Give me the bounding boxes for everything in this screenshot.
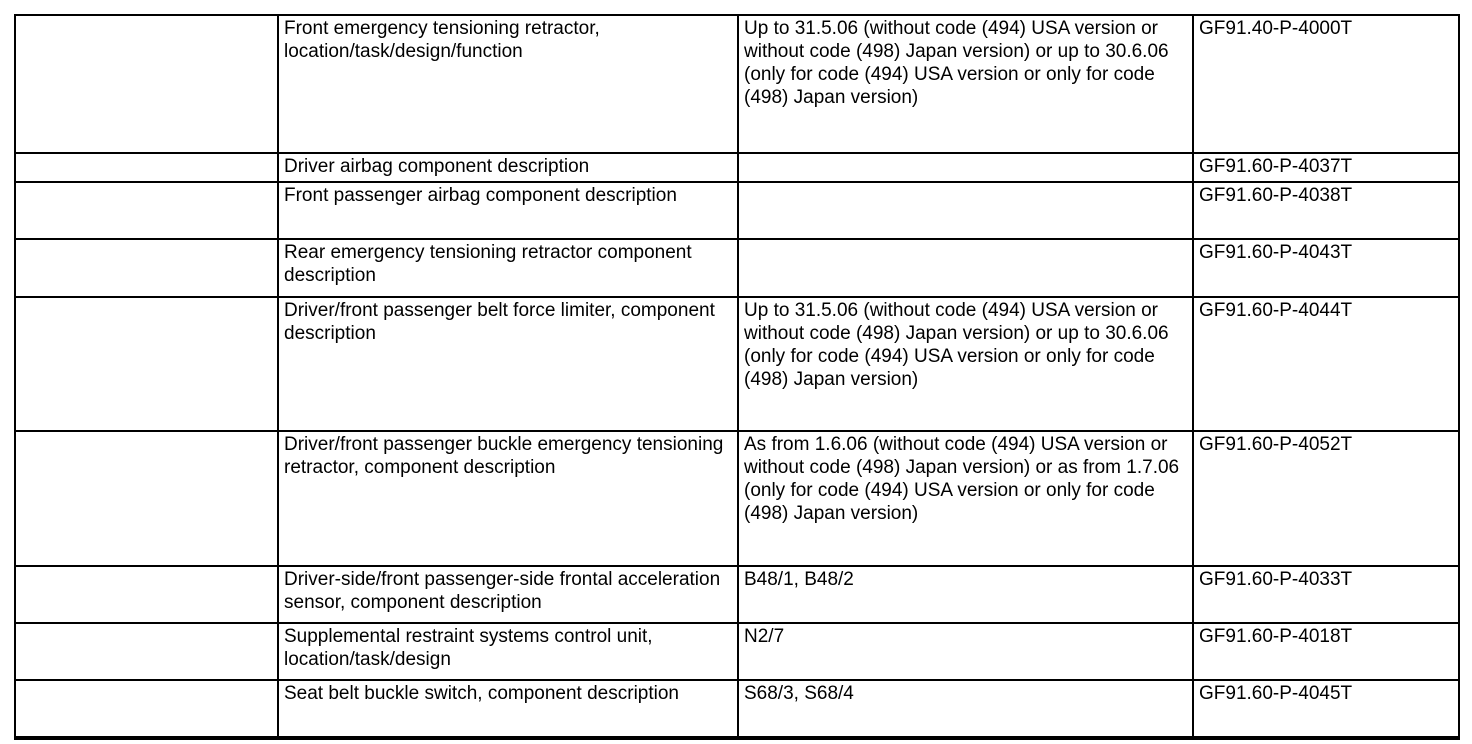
table-row (15, 239, 1459, 297)
condition-cell: As from 1.6.06 (without code (494) USA version or without code (498) Japan version) or as from 1.7.06 (only for code (494) USA version or only for code (498) Japan version) (738, 431, 1193, 566)
document-code-cell: GF91.60-P-4052T (1193, 431, 1459, 566)
ref-cell (15, 15, 278, 153)
ref-cell (15, 153, 278, 182)
document-code-cell: GF91.60-P-4037T (1193, 153, 1459, 182)
ref-cell (15, 182, 278, 239)
document-code-cell: GF91.60-P-4018T (1193, 623, 1459, 680)
table-row (15, 680, 1459, 738)
condition-cell: B48/1, B48/2 (738, 566, 1193, 623)
table-row (15, 566, 1459, 623)
ref-cell (15, 431, 278, 566)
condition-cell (738, 239, 1193, 297)
table-row (15, 15, 1459, 153)
ref-cell (15, 239, 278, 297)
ref-cell (15, 566, 278, 623)
document-code-cell: GF91.40-P-4000T (1193, 15, 1459, 153)
table-row (15, 431, 1459, 566)
description-cell: Driver airbag component description (278, 153, 738, 182)
ref-cell (15, 680, 278, 738)
document-code-cell: GF91.60-P-4043T (1193, 239, 1459, 297)
condition-cell (738, 182, 1193, 239)
ref-cell (15, 297, 278, 431)
condition-cell: N2/7 (738, 623, 1193, 680)
table-row (15, 297, 1459, 431)
document-code-cell: GF91.60-P-4044T (1193, 297, 1459, 431)
ref-cell (15, 623, 278, 680)
description-cell: Rear emergency tensioning retractor component description (278, 239, 738, 297)
description-cell: Seat belt buckle switch, component description (278, 680, 738, 738)
condition-cell: Up to 31.5.06 (without code (494) USA version or without code (498) Japan version) or up to 30.6.06 (only for code (494) USA version or only for code (498) Japan version) (738, 297, 1193, 431)
description-cell: Front passenger airbag component description (278, 182, 738, 239)
description-cell: Driver-side/front passenger-side frontal acceleration sensor, component description (278, 566, 738, 623)
document-code-cell: GF91.60-P-4045T (1193, 680, 1459, 738)
document-code-cell: GF91.60-P-4033T (1193, 566, 1459, 623)
description-cell: Front emergency tensioning retractor, location/task/design/function (278, 15, 738, 153)
condition-cell: S68/3, S68/4 (738, 680, 1193, 738)
table-row (15, 623, 1459, 680)
description-cell: Driver/front passenger buckle emergency tensioning retractor, component description (278, 431, 738, 566)
condition-cell: Up to 31.5.06 (without code (494) USA version or without code (498) Japan version) or up to 30.6.06 (only for code (494) USA version or only for code (498) Japan version) (738, 15, 1193, 153)
table-row (15, 182, 1459, 239)
document-code-cell: GF91.60-P-4038T (1193, 182, 1459, 239)
description-cell: Driver/front passenger belt force limiter, component description (278, 297, 738, 431)
description-cell: Supplemental restraint systems control unit, location/task/design (278, 623, 738, 680)
parts-reference-table (14, 14, 1460, 740)
table-row (15, 153, 1459, 182)
condition-cell (738, 153, 1193, 182)
